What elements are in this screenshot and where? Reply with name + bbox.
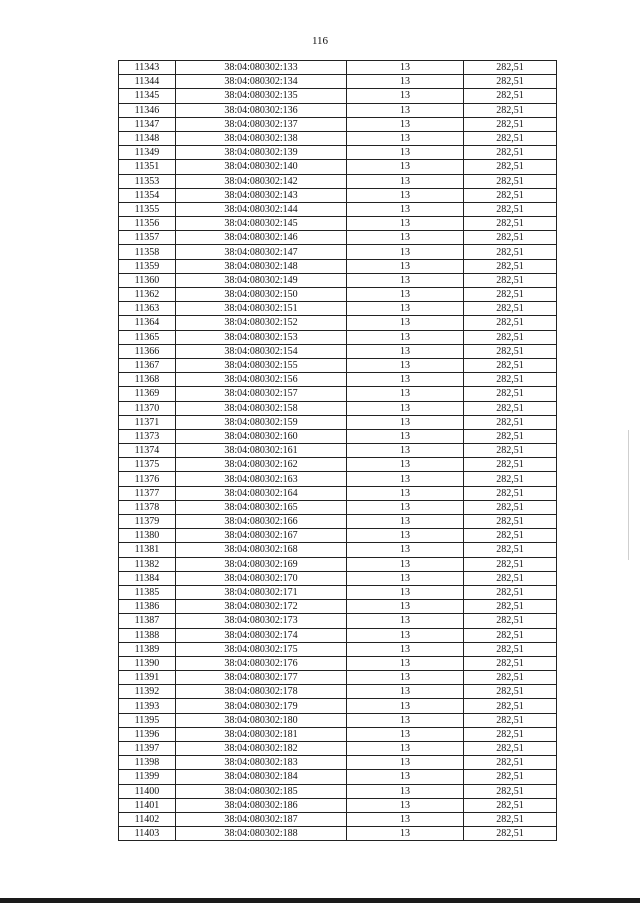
cadastral-number-cell: 38:04:080302:161 bbox=[176, 444, 347, 458]
row-number-cell: 11354 bbox=[119, 188, 176, 202]
cadastral-number-cell: 38:04:080302:178 bbox=[176, 685, 347, 699]
amount-cell: 282,51 bbox=[464, 642, 557, 656]
cadastral-number-cell: 38:04:080302:181 bbox=[176, 727, 347, 741]
amount-cell: 282,51 bbox=[464, 259, 557, 273]
row-number-cell: 11377 bbox=[119, 486, 176, 500]
row-number-cell: 11347 bbox=[119, 117, 176, 131]
row-number-cell: 11393 bbox=[119, 699, 176, 713]
cadastral-number-cell: 38:04:080302:151 bbox=[176, 302, 347, 316]
cadastral-number-cell: 38:04:080302:155 bbox=[176, 358, 347, 372]
cadastral-number-cell: 38:04:080302:175 bbox=[176, 642, 347, 656]
table-row bbox=[119, 628, 557, 642]
page-number: 116 bbox=[311, 35, 329, 47]
cadastral-number-cell: 38:04:080302:149 bbox=[176, 273, 347, 287]
amount-cell: 282,51 bbox=[464, 699, 557, 713]
table-row bbox=[119, 231, 557, 245]
table-row bbox=[119, 585, 557, 599]
table-row bbox=[119, 429, 557, 443]
cadastral-number-cell: 38:04:080302:188 bbox=[176, 827, 347, 841]
cadastral-number-cell: 38:04:080302:145 bbox=[176, 217, 347, 231]
quantity-cell: 13 bbox=[347, 699, 464, 713]
amount-cell: 282,51 bbox=[464, 458, 557, 472]
cadastral-number-cell: 38:04:080302:140 bbox=[176, 160, 347, 174]
amount-cell: 282,51 bbox=[464, 358, 557, 372]
cadastral-number-cell: 38:04:080302:182 bbox=[176, 742, 347, 756]
amount-cell: 282,51 bbox=[464, 727, 557, 741]
row-number-cell: 11346 bbox=[119, 103, 176, 117]
table-row bbox=[119, 486, 557, 500]
quantity-cell: 13 bbox=[347, 401, 464, 415]
quantity-cell: 13 bbox=[347, 671, 464, 685]
table-row bbox=[119, 387, 557, 401]
cadastral-number-cell: 38:04:080302:168 bbox=[176, 543, 347, 557]
quantity-cell: 13 bbox=[347, 415, 464, 429]
row-number-cell: 11387 bbox=[119, 614, 176, 628]
cadastral-number-cell: 38:04:080302:133 bbox=[176, 61, 347, 75]
quantity-cell: 13 bbox=[347, 827, 464, 841]
table-row bbox=[119, 288, 557, 302]
amount-cell: 282,51 bbox=[464, 160, 557, 174]
cadastral-number-cell: 38:04:080302:177 bbox=[176, 671, 347, 685]
table-row bbox=[119, 401, 557, 415]
amount-cell: 282,51 bbox=[464, 373, 557, 387]
cadastral-number-cell: 38:04:080302:167 bbox=[176, 529, 347, 543]
quantity-cell: 13 bbox=[347, 585, 464, 599]
row-number-cell: 11384 bbox=[119, 571, 176, 585]
amount-cell: 282,51 bbox=[464, 61, 557, 75]
quantity-cell: 13 bbox=[347, 273, 464, 287]
amount-cell: 282,51 bbox=[464, 557, 557, 571]
table-body bbox=[119, 61, 557, 841]
amount-cell: 282,51 bbox=[464, 330, 557, 344]
amount-cell: 282,51 bbox=[464, 585, 557, 599]
quantity-cell: 13 bbox=[347, 685, 464, 699]
quantity-cell: 13 bbox=[347, 358, 464, 372]
table-row bbox=[119, 543, 557, 557]
cadastral-number-cell: 38:04:080302:160 bbox=[176, 429, 347, 443]
table-row bbox=[119, 812, 557, 826]
quantity-cell: 13 bbox=[347, 188, 464, 202]
cadastral-number-cell: 38:04:080302:187 bbox=[176, 812, 347, 826]
row-number-cell: 11402 bbox=[119, 812, 176, 826]
amount-cell: 282,51 bbox=[464, 472, 557, 486]
row-number-cell: 11379 bbox=[119, 515, 176, 529]
table-row bbox=[119, 117, 557, 131]
table-row bbox=[119, 344, 557, 358]
row-number-cell: 11375 bbox=[119, 458, 176, 472]
quantity-cell: 13 bbox=[347, 160, 464, 174]
table-row bbox=[119, 515, 557, 529]
table-row bbox=[119, 146, 557, 160]
cadastral-number-cell: 38:04:080302:144 bbox=[176, 202, 347, 216]
row-number-cell: 11396 bbox=[119, 727, 176, 741]
amount-cell: 282,51 bbox=[464, 600, 557, 614]
amount-cell: 282,51 bbox=[464, 429, 557, 443]
quantity-cell: 13 bbox=[347, 543, 464, 557]
amount-cell: 282,51 bbox=[464, 415, 557, 429]
row-number-cell: 11344 bbox=[119, 75, 176, 89]
cadastral-number-cell: 38:04:080302:153 bbox=[176, 330, 347, 344]
cadastral-number-cell: 38:04:080302:180 bbox=[176, 713, 347, 727]
row-number-cell: 11369 bbox=[119, 387, 176, 401]
table-row bbox=[119, 188, 557, 202]
cadastral-number-cell: 38:04:080302:152 bbox=[176, 316, 347, 330]
row-number-cell: 11371 bbox=[119, 415, 176, 429]
cadastral-number-cell: 38:04:080302:156 bbox=[176, 373, 347, 387]
table-row bbox=[119, 259, 557, 273]
row-number-cell: 11370 bbox=[119, 401, 176, 415]
table-row bbox=[119, 798, 557, 812]
amount-cell: 282,51 bbox=[464, 812, 557, 826]
row-number-cell: 11376 bbox=[119, 472, 176, 486]
row-number-cell: 11365 bbox=[119, 330, 176, 344]
table-row bbox=[119, 444, 557, 458]
cadastral-number-cell: 38:04:080302:138 bbox=[176, 131, 347, 145]
row-number-cell: 11397 bbox=[119, 742, 176, 756]
quantity-cell: 13 bbox=[347, 571, 464, 585]
amount-cell: 282,51 bbox=[464, 444, 557, 458]
quantity-cell: 13 bbox=[347, 812, 464, 826]
table-row bbox=[119, 174, 557, 188]
quantity-cell: 13 bbox=[347, 458, 464, 472]
row-number-cell: 11362 bbox=[119, 288, 176, 302]
row-number-cell: 11378 bbox=[119, 500, 176, 514]
quantity-cell: 13 bbox=[347, 628, 464, 642]
quantity-cell: 13 bbox=[347, 656, 464, 670]
quantity-cell: 13 bbox=[347, 231, 464, 245]
cadastral-number-cell: 38:04:080302:134 bbox=[176, 75, 347, 89]
table-row bbox=[119, 713, 557, 727]
table-row bbox=[119, 642, 557, 656]
row-number-cell: 11385 bbox=[119, 585, 176, 599]
cadastral-number-cell: 38:04:080302:169 bbox=[176, 557, 347, 571]
table-row bbox=[119, 770, 557, 784]
land-plot-table bbox=[118, 60, 557, 841]
amount-cell: 282,51 bbox=[464, 529, 557, 543]
quantity-cell: 13 bbox=[347, 614, 464, 628]
row-number-cell: 11390 bbox=[119, 656, 176, 670]
row-number-cell: 11358 bbox=[119, 245, 176, 259]
row-number-cell: 11366 bbox=[119, 344, 176, 358]
table-row bbox=[119, 160, 557, 174]
cadastral-number-cell: 38:04:080302:135 bbox=[176, 89, 347, 103]
row-number-cell: 11355 bbox=[119, 202, 176, 216]
table-row bbox=[119, 273, 557, 287]
cadastral-number-cell: 38:04:080302:137 bbox=[176, 117, 347, 131]
row-number-cell: 11395 bbox=[119, 713, 176, 727]
row-number-cell: 11353 bbox=[119, 174, 176, 188]
cadastral-number-cell: 38:04:080302:172 bbox=[176, 600, 347, 614]
amount-cell: 282,51 bbox=[464, 784, 557, 798]
amount-cell: 282,51 bbox=[464, 401, 557, 415]
amount-cell: 282,51 bbox=[464, 500, 557, 514]
table-row bbox=[119, 61, 557, 75]
cadastral-number-cell: 38:04:080302:139 bbox=[176, 146, 347, 160]
quantity-cell: 13 bbox=[347, 500, 464, 514]
row-number-cell: 11401 bbox=[119, 798, 176, 812]
table-row bbox=[119, 784, 557, 798]
cadastral-number-cell: 38:04:080302:158 bbox=[176, 401, 347, 415]
table-row bbox=[119, 373, 557, 387]
quantity-cell: 13 bbox=[347, 316, 464, 330]
row-number-cell: 11386 bbox=[119, 600, 176, 614]
quantity-cell: 13 bbox=[347, 202, 464, 216]
table-row bbox=[119, 217, 557, 231]
amount-cell: 282,51 bbox=[464, 217, 557, 231]
cadastral-number-cell: 38:04:080302:184 bbox=[176, 770, 347, 784]
row-number-cell: 11380 bbox=[119, 529, 176, 543]
cadastral-number-cell: 38:04:080302:186 bbox=[176, 798, 347, 812]
cadastral-number-cell: 38:04:080302:166 bbox=[176, 515, 347, 529]
table-row bbox=[119, 557, 557, 571]
table-row bbox=[119, 571, 557, 585]
table-row bbox=[119, 316, 557, 330]
row-number-cell: 11367 bbox=[119, 358, 176, 372]
quantity-cell: 13 bbox=[347, 131, 464, 145]
quantity-cell: 13 bbox=[347, 713, 464, 727]
amount-cell: 282,51 bbox=[464, 798, 557, 812]
quantity-cell: 13 bbox=[347, 288, 464, 302]
cadastral-number-cell: 38:04:080302:159 bbox=[176, 415, 347, 429]
amount-cell: 282,51 bbox=[464, 316, 557, 330]
amount-cell: 282,51 bbox=[464, 273, 557, 287]
cadastral-number-cell: 38:04:080302:163 bbox=[176, 472, 347, 486]
cadastral-number-cell: 38:04:080302:146 bbox=[176, 231, 347, 245]
row-number-cell: 11363 bbox=[119, 302, 176, 316]
quantity-cell: 13 bbox=[347, 373, 464, 387]
quantity-cell: 13 bbox=[347, 770, 464, 784]
quantity-cell: 13 bbox=[347, 472, 464, 486]
quantity-cell: 13 bbox=[347, 302, 464, 316]
table-row bbox=[119, 827, 557, 841]
quantity-cell: 13 bbox=[347, 642, 464, 656]
amount-cell: 282,51 bbox=[464, 656, 557, 670]
table-row bbox=[119, 75, 557, 89]
table-row bbox=[119, 458, 557, 472]
row-number-cell: 11345 bbox=[119, 89, 176, 103]
cadastral-number-cell: 38:04:080302:157 bbox=[176, 387, 347, 401]
quantity-cell: 13 bbox=[347, 529, 464, 543]
amount-cell: 282,51 bbox=[464, 671, 557, 685]
table-row bbox=[119, 742, 557, 756]
quantity-cell: 13 bbox=[347, 429, 464, 443]
table-row bbox=[119, 699, 557, 713]
row-number-cell: 11389 bbox=[119, 642, 176, 656]
amount-cell: 282,51 bbox=[464, 231, 557, 245]
cadastral-number-cell: 38:04:080302:171 bbox=[176, 585, 347, 599]
quantity-cell: 13 bbox=[347, 174, 464, 188]
quantity-cell: 13 bbox=[347, 146, 464, 160]
row-number-cell: 11374 bbox=[119, 444, 176, 458]
row-number-cell: 11348 bbox=[119, 131, 176, 145]
cadastral-number-cell: 38:04:080302:148 bbox=[176, 259, 347, 273]
quantity-cell: 13 bbox=[347, 387, 464, 401]
quantity-cell: 13 bbox=[347, 727, 464, 741]
row-number-cell: 11392 bbox=[119, 685, 176, 699]
cadastral-number-cell: 38:04:080302:174 bbox=[176, 628, 347, 642]
quantity-cell: 13 bbox=[347, 756, 464, 770]
cadastral-number-cell: 38:04:080302:147 bbox=[176, 245, 347, 259]
amount-cell: 282,51 bbox=[464, 75, 557, 89]
table-row bbox=[119, 727, 557, 741]
cadastral-number-cell: 38:04:080302:173 bbox=[176, 614, 347, 628]
table-row bbox=[119, 202, 557, 216]
row-number-cell: 11373 bbox=[119, 429, 176, 443]
amount-cell: 282,51 bbox=[464, 103, 557, 117]
row-number-cell: 11343 bbox=[119, 61, 176, 75]
quantity-cell: 13 bbox=[347, 61, 464, 75]
amount-cell: 282,51 bbox=[464, 288, 557, 302]
table-row bbox=[119, 500, 557, 514]
scan-edge-mark bbox=[628, 430, 629, 560]
row-number-cell: 11399 bbox=[119, 770, 176, 784]
row-number-cell: 11398 bbox=[119, 756, 176, 770]
row-number-cell: 11400 bbox=[119, 784, 176, 798]
table-row bbox=[119, 330, 557, 344]
amount-cell: 282,51 bbox=[464, 515, 557, 529]
row-number-cell: 11351 bbox=[119, 160, 176, 174]
cadastral-number-cell: 38:04:080302:164 bbox=[176, 486, 347, 500]
row-number-cell: 11357 bbox=[119, 231, 176, 245]
quantity-cell: 13 bbox=[347, 259, 464, 273]
quantity-cell: 13 bbox=[347, 600, 464, 614]
amount-cell: 282,51 bbox=[464, 614, 557, 628]
amount-cell: 282,51 bbox=[464, 146, 557, 160]
quantity-cell: 13 bbox=[347, 89, 464, 103]
table-row bbox=[119, 614, 557, 628]
amount-cell: 282,51 bbox=[464, 571, 557, 585]
quantity-cell: 13 bbox=[347, 245, 464, 259]
scan-bottom-border bbox=[0, 898, 640, 903]
amount-cell: 282,51 bbox=[464, 89, 557, 103]
amount-cell: 282,51 bbox=[464, 387, 557, 401]
amount-cell: 282,51 bbox=[464, 302, 557, 316]
row-number-cell: 11391 bbox=[119, 671, 176, 685]
quantity-cell: 13 bbox=[347, 798, 464, 812]
cadastral-number-cell: 38:04:080302:179 bbox=[176, 699, 347, 713]
quantity-cell: 13 bbox=[347, 784, 464, 798]
row-number-cell: 11360 bbox=[119, 273, 176, 287]
cadastral-number-cell: 38:04:080302:150 bbox=[176, 288, 347, 302]
amount-cell: 282,51 bbox=[464, 486, 557, 500]
table-row bbox=[119, 656, 557, 670]
amount-cell: 282,51 bbox=[464, 188, 557, 202]
amount-cell: 282,51 bbox=[464, 685, 557, 699]
row-number-cell: 11349 bbox=[119, 146, 176, 160]
quantity-cell: 13 bbox=[347, 742, 464, 756]
cadastral-number-cell: 38:04:080302:162 bbox=[176, 458, 347, 472]
table-row bbox=[119, 671, 557, 685]
table-row bbox=[119, 131, 557, 145]
table-row bbox=[119, 89, 557, 103]
quantity-cell: 13 bbox=[347, 557, 464, 571]
amount-cell: 282,51 bbox=[464, 543, 557, 557]
amount-cell: 282,51 bbox=[464, 827, 557, 841]
amount-cell: 282,51 bbox=[464, 202, 557, 216]
quantity-cell: 13 bbox=[347, 103, 464, 117]
table-row bbox=[119, 756, 557, 770]
amount-cell: 282,51 bbox=[464, 344, 557, 358]
table-row bbox=[119, 685, 557, 699]
row-number-cell: 11403 bbox=[119, 827, 176, 841]
cadastral-number-cell: 38:04:080302:176 bbox=[176, 656, 347, 670]
quantity-cell: 13 bbox=[347, 117, 464, 131]
amount-cell: 282,51 bbox=[464, 174, 557, 188]
quantity-cell: 13 bbox=[347, 75, 464, 89]
amount-cell: 282,51 bbox=[464, 628, 557, 642]
table-row bbox=[119, 472, 557, 486]
table-row bbox=[119, 600, 557, 614]
cadastral-number-cell: 38:04:080302:165 bbox=[176, 500, 347, 514]
row-number-cell: 11381 bbox=[119, 543, 176, 557]
row-number-cell: 11364 bbox=[119, 316, 176, 330]
amount-cell: 282,51 bbox=[464, 131, 557, 145]
row-number-cell: 11356 bbox=[119, 217, 176, 231]
cadastral-number-cell: 38:04:080302:142 bbox=[176, 174, 347, 188]
quantity-cell: 13 bbox=[347, 344, 464, 358]
row-number-cell: 11382 bbox=[119, 557, 176, 571]
amount-cell: 282,51 bbox=[464, 117, 557, 131]
quantity-cell: 13 bbox=[347, 444, 464, 458]
quantity-cell: 13 bbox=[347, 515, 464, 529]
table-row bbox=[119, 415, 557, 429]
amount-cell: 282,51 bbox=[464, 742, 557, 756]
cadastral-number-cell: 38:04:080302:185 bbox=[176, 784, 347, 798]
quantity-cell: 13 bbox=[347, 486, 464, 500]
cadastral-number-cell: 38:04:080302:170 bbox=[176, 571, 347, 585]
table-row bbox=[119, 302, 557, 316]
row-number-cell: 11388 bbox=[119, 628, 176, 642]
cadastral-number-cell: 38:04:080302:154 bbox=[176, 344, 347, 358]
cadastral-number-cell: 38:04:080302:183 bbox=[176, 756, 347, 770]
table-row bbox=[119, 103, 557, 117]
cadastral-number-cell: 38:04:080302:143 bbox=[176, 188, 347, 202]
amount-cell: 282,51 bbox=[464, 713, 557, 727]
quantity-cell: 13 bbox=[347, 330, 464, 344]
amount-cell: 282,51 bbox=[464, 770, 557, 784]
table-row bbox=[119, 358, 557, 372]
amount-cell: 282,51 bbox=[464, 756, 557, 770]
table-row bbox=[119, 529, 557, 543]
row-number-cell: 11359 bbox=[119, 259, 176, 273]
cadastral-number-cell: 38:04:080302:136 bbox=[176, 103, 347, 117]
quantity-cell: 13 bbox=[347, 217, 464, 231]
table-row bbox=[119, 245, 557, 259]
amount-cell: 282,51 bbox=[464, 245, 557, 259]
row-number-cell: 11368 bbox=[119, 373, 176, 387]
